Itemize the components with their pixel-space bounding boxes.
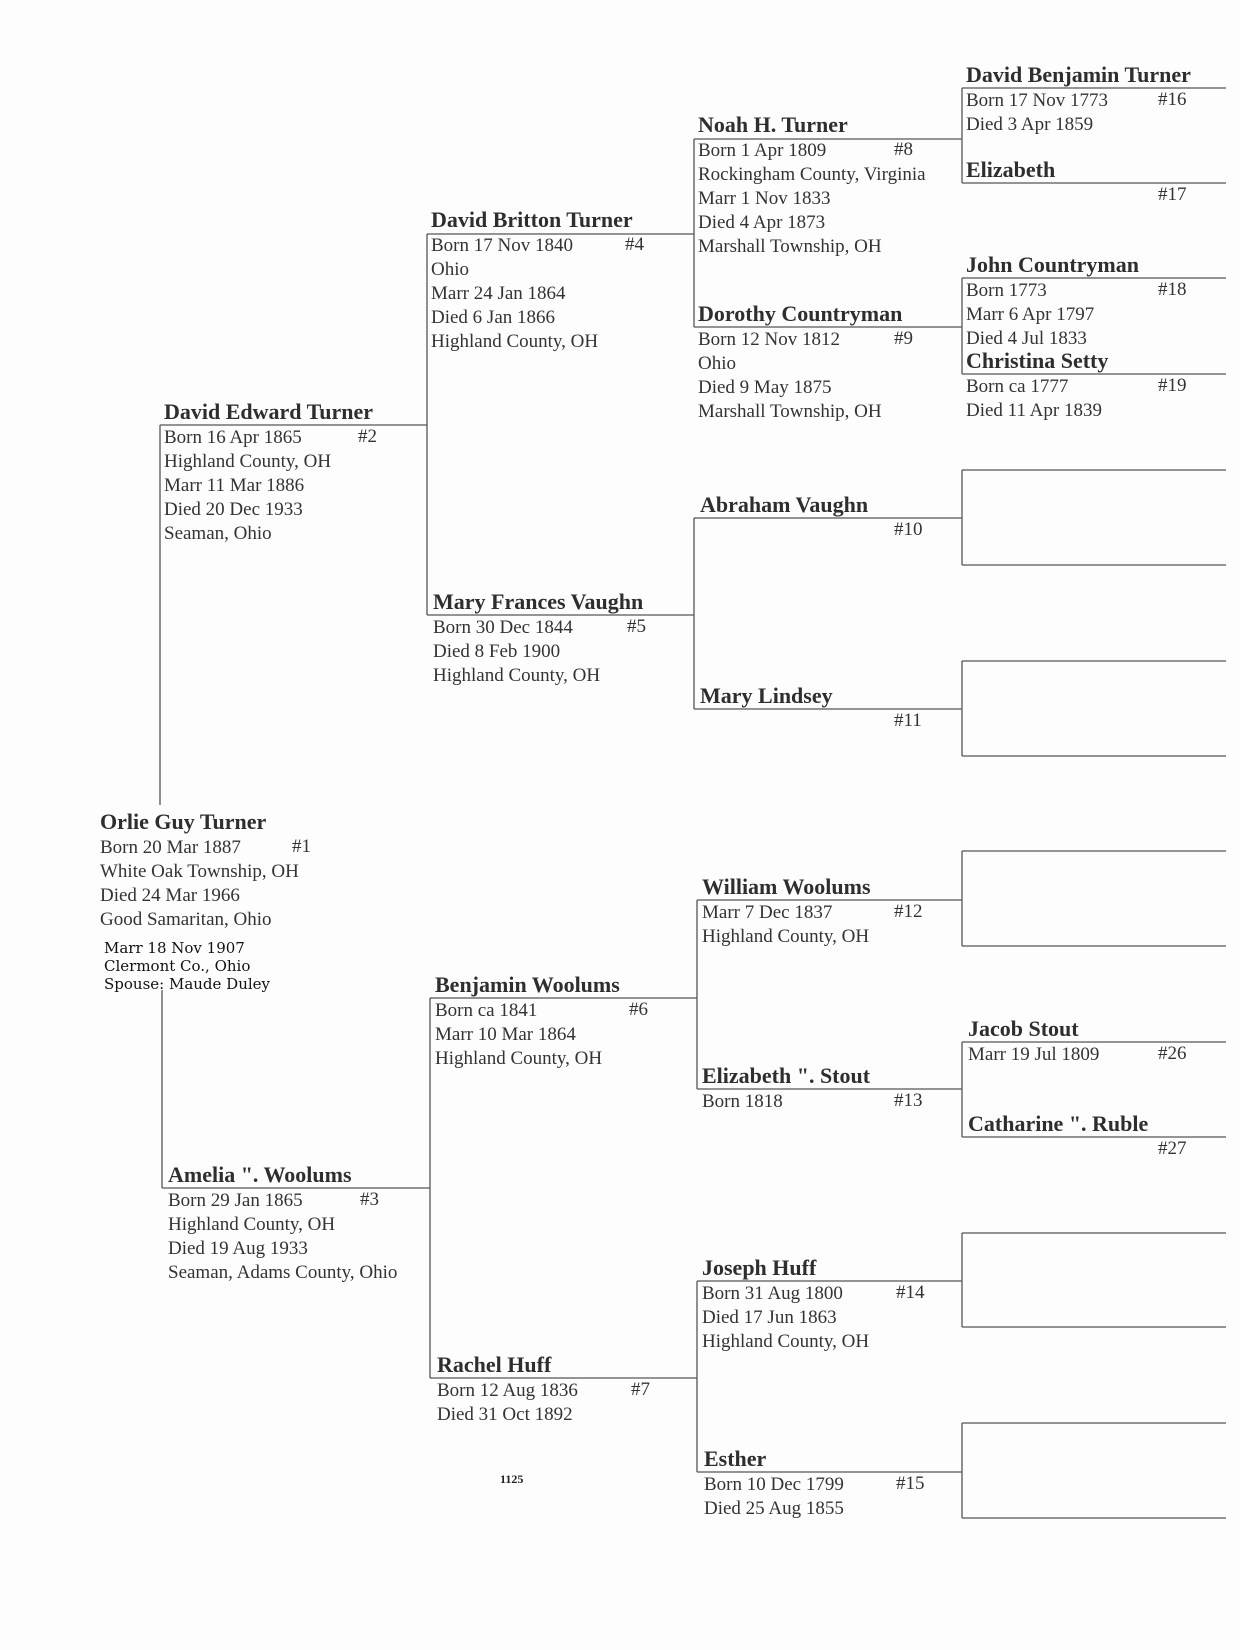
person-christina-setty <box>966 348 1187 423</box>
person-detail-line: Marr 11 Mar 1886 <box>164 475 305 496</box>
ahnentafel-number: #5 <box>627 616 646 637</box>
person-william-woolums <box>702 874 923 949</box>
person-detail-line: Ohio <box>431 259 469 280</box>
person-name: Rachel Huff <box>437 1352 552 1377</box>
person-detail-line: Highland County, OH <box>702 926 870 947</box>
person-detail-line: Born 17 Nov 1840 <box>431 235 573 256</box>
ahnentafel-number: #9 <box>894 328 913 349</box>
person-detail-line: Ohio <box>698 353 736 374</box>
person-detail-line: Born 12 Aug 1836 <box>437 1380 578 1401</box>
person-mary-frances-vaughn <box>433 589 646 688</box>
marriage-place: Clermont Co., Ohio <box>104 957 251 975</box>
person-name: Amelia ". Woolums <box>168 1162 352 1187</box>
person-dorothy-countryman <box>698 301 913 424</box>
ahnentafel-number: #1 <box>292 836 311 857</box>
person-orlie-guy-turner <box>100 809 311 932</box>
person-name: Elizabeth <box>966 157 1056 182</box>
person-amelia-woolums <box>168 1163 397 1285</box>
person-detail-line: Died 9 May 1875 <box>698 377 832 398</box>
person-detail-line: White Oak Township, OH <box>100 861 299 882</box>
person-name: William Woolums <box>702 874 871 899</box>
person-detail-line: Died 6 Jan 1866 <box>431 307 556 328</box>
person-detail-line: Highland County, OH <box>702 1331 870 1352</box>
person-detail-line: Born 30 Dec 1844 <box>433 617 573 638</box>
person-name: Christina Setty <box>966 348 1109 373</box>
person-detail-line: Born ca 1777 <box>966 376 1069 397</box>
person-detail-line: Marshall Township, OH <box>698 236 882 257</box>
person-detail-line: Seaman, Ohio <box>164 523 272 544</box>
person-david-benjamin-turner <box>966 63 1191 137</box>
person-detail-line: Marr 19 Jul 1809 <box>968 1044 1100 1065</box>
person-name: David Edward Turner <box>164 399 374 424</box>
ahnentafel-number: #13 <box>894 1090 923 1111</box>
ahnentafel-number: #26 <box>1158 1043 1187 1064</box>
person-name: Benjamin Woolums <box>435 972 620 997</box>
person-detail-line: Seaman, Adams County, Ohio <box>168 1262 398 1283</box>
person-name: John Countryman <box>966 252 1139 277</box>
person-detail-line: Born 1773 <box>966 280 1047 301</box>
person-david-britton-turner <box>431 207 644 354</box>
person-detail-line: Highland County, OH <box>164 451 332 472</box>
person-detail-line: Born ca 1841 <box>435 1000 538 1021</box>
ahnentafel-number: #10 <box>894 519 923 540</box>
person-detail-line: Born 20 Mar 1887 <box>100 837 241 858</box>
ahnentafel-number: #16 <box>1158 89 1187 110</box>
person-name: Dorothy Countryman <box>698 301 903 326</box>
person-detail-line: Highland County, OH <box>168 1214 336 1235</box>
person-name: Elizabeth ". Stout <box>702 1063 871 1088</box>
person-mary-lindsey <box>700 683 922 731</box>
person-name: Catharine ". Ruble <box>968 1111 1149 1136</box>
person-detail-line: Highland County, OH <box>431 331 599 352</box>
person-detail-line: Marr 6 Apr 1797 <box>966 304 1095 325</box>
ahnentafel-number: #8 <box>894 139 913 160</box>
person-catharine-ruble <box>968 1111 1187 1159</box>
ahnentafel-number: #12 <box>894 901 923 922</box>
person-detail-line: Died 4 Jul 1833 <box>966 328 1087 349</box>
person-detail-line: Highland County, OH <box>435 1048 603 1069</box>
ahnentafel-number: #11 <box>894 710 922 731</box>
person-elizabeth-stout <box>702 1063 923 1114</box>
ahnentafel-number: #14 <box>896 1282 925 1303</box>
person-name: David Britton Turner <box>431 207 633 232</box>
person-name: David Benjamin Turner <box>966 62 1191 87</box>
person-detail-line: Marr 7 Dec 1837 <box>702 902 833 923</box>
marriage-date: Marr 18 Nov 1907 <box>104 939 245 957</box>
person-detail-line: Born 31 Aug 1800 <box>702 1283 843 1304</box>
ahnentafel-number: #3 <box>360 1189 379 1210</box>
ahnentafel-number: #17 <box>1158 184 1187 205</box>
person-detail-line: Died 3 Apr 1859 <box>966 114 1094 135</box>
person-jacob-stout <box>968 1016 1187 1067</box>
person-detail-line: Marr 24 Jan 1864 <box>431 283 566 304</box>
ahnentafel-number: #18 <box>1158 279 1187 300</box>
person-detail-line: Died 25 Aug 1855 <box>704 1498 844 1519</box>
person-john-countryman <box>966 252 1187 351</box>
person-name: Mary Lindsey <box>700 683 833 708</box>
person-name: Jacob Stout <box>968 1016 1079 1041</box>
spouse-note <box>104 939 270 993</box>
person-detail-line: Born 17 Nov 1773 <box>966 90 1108 111</box>
person-detail-line: Born 16 Apr 1865 <box>164 427 302 448</box>
person-name: Esther <box>704 1446 767 1471</box>
ahnentafel-number: #7 <box>631 1379 650 1400</box>
person-detail-line: Died 19 Aug 1933 <box>168 1238 308 1259</box>
page-number: 1125 <box>500 1472 524 1486</box>
spouse-name: Spouse: Maude Duley <box>104 975 271 993</box>
person-name: Noah H. Turner <box>698 112 848 137</box>
ahnentafel-number: #2 <box>358 426 377 447</box>
person-detail-line: Born 12 Nov 1812 <box>698 329 840 350</box>
person-detail-line: Marr 1 Nov 1833 <box>698 188 831 209</box>
ahnentafel-number: #4 <box>625 234 644 255</box>
person-detail-line: Born 1 Apr 1809 <box>698 140 827 161</box>
person-detail-line: Died 8 Feb 1900 <box>433 641 561 662</box>
person-rachel-huff <box>437 1352 650 1427</box>
person-detail-line: Died 4 Apr 1873 <box>698 212 826 233</box>
person-noah-h-turner <box>698 113 926 259</box>
person-david-edward-turner <box>164 399 377 546</box>
person-detail-line: Born 29 Jan 1865 <box>168 1190 303 1211</box>
person-esther <box>704 1446 925 1521</box>
person-name: Abraham Vaughn <box>700 492 869 517</box>
person-detail-line: Died 20 Dec 1933 <box>164 499 303 520</box>
person-elizabeth <box>966 157 1187 205</box>
ahnentafel-number: #27 <box>1158 1138 1187 1159</box>
person-detail-line: Good Samaritan, Ohio <box>100 909 272 930</box>
ahnentafel-number: #15 <box>896 1473 925 1494</box>
person-name: Joseph Huff <box>702 1255 817 1280</box>
person-detail-line: Died 17 Jun 1863 <box>702 1307 837 1328</box>
ahnentafel-number: #6 <box>629 999 648 1020</box>
person-detail-line: Died 24 Mar 1966 <box>100 885 240 906</box>
person-abraham-vaughn <box>700 492 923 540</box>
person-joseph-huff <box>702 1255 925 1354</box>
person-detail-line: Born 10 Dec 1799 <box>704 1474 844 1495</box>
person-name: Mary Frances Vaughn <box>433 589 644 614</box>
person-name: Orlie Guy Turner <box>100 809 267 834</box>
person-detail-line: Highland County, OH <box>433 665 601 686</box>
ahnentafel-number: #19 <box>1158 375 1187 396</box>
person-detail-line: Born 1818 <box>702 1091 783 1112</box>
person-benjamin-woolums <box>435 972 648 1071</box>
person-detail-line: Rockingham County, Virginia <box>698 164 926 185</box>
person-detail-line: Marr 10 Mar 1864 <box>435 1024 576 1045</box>
person-detail-line: Marshall Township, OH <box>698 401 882 422</box>
person-detail-line: Died 31 Oct 1892 <box>437 1404 573 1425</box>
person-detail-line: Died 11 Apr 1839 <box>966 400 1102 421</box>
